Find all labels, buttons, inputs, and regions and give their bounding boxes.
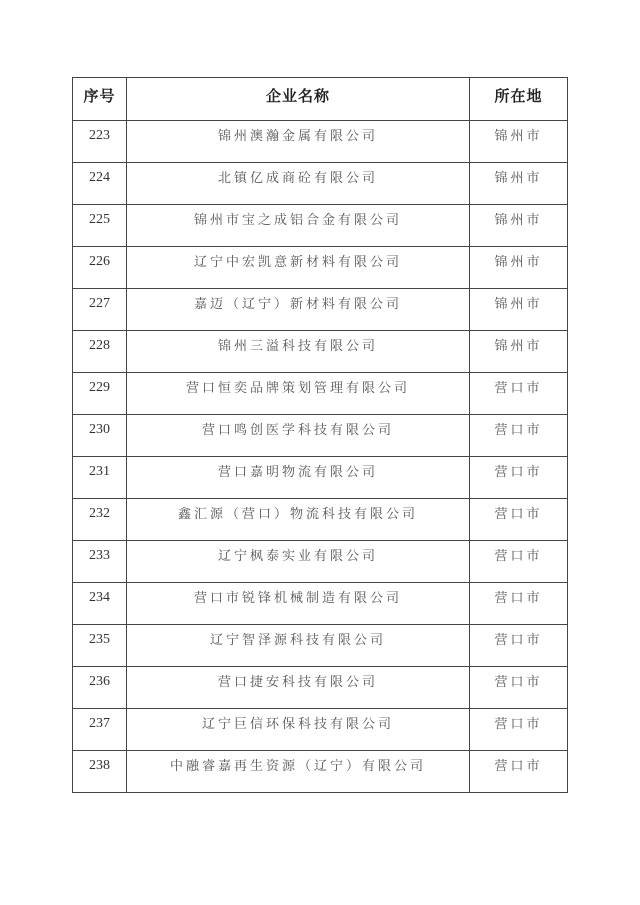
location: 营口市 [470, 667, 568, 709]
row-index: 232 [73, 499, 127, 541]
row-index: 233 [73, 541, 127, 583]
table-body [73, 121, 568, 793]
row-index: 227 [73, 289, 127, 331]
company-name: 营口捷安科技有限公司 [127, 667, 470, 709]
header-location: 所在地 [470, 78, 568, 121]
table-row [73, 751, 568, 793]
row-index: 234 [73, 583, 127, 625]
location: 营口市 [470, 709, 568, 751]
location: 锦州市 [470, 331, 568, 373]
company-name: 营口市锐锋机械制造有限公司 [127, 583, 470, 625]
table-row [73, 121, 568, 163]
table-row [73, 541, 568, 583]
company-name: 辽宁巨信环保科技有限公司 [127, 709, 470, 751]
row-index: 226 [73, 247, 127, 289]
row-index: 230 [73, 415, 127, 457]
table-row [73, 373, 568, 415]
row-index: 236 [73, 667, 127, 709]
row-index: 235 [73, 625, 127, 667]
company-name: 辽宁枫泰实业有限公司 [127, 541, 470, 583]
enterprise-table [72, 77, 568, 793]
company-name: 锦州市宝之成铝合金有限公司 [127, 205, 470, 247]
company-name: 中融睿嘉再生资源（辽宁）有限公司 [127, 751, 470, 793]
location: 锦州市 [470, 247, 568, 289]
company-name: 嘉迈（辽宁）新材料有限公司 [127, 289, 470, 331]
location: 营口市 [470, 625, 568, 667]
table-row [73, 667, 568, 709]
table-row [73, 331, 568, 373]
location: 营口市 [470, 751, 568, 793]
row-index: 225 [73, 205, 127, 247]
table-row [73, 625, 568, 667]
row-index: 224 [73, 163, 127, 205]
location: 锦州市 [470, 163, 568, 205]
company-name: 辽宁智泽源科技有限公司 [127, 625, 470, 667]
header-company-name: 企业名称 [127, 78, 470, 121]
table-row [73, 289, 568, 331]
row-index: 238 [73, 751, 127, 793]
table-header-row [73, 78, 568, 121]
location: 营口市 [470, 499, 568, 541]
company-name: 鑫汇源（营口）物流科技有限公司 [127, 499, 470, 541]
location: 营口市 [470, 541, 568, 583]
location: 锦州市 [470, 289, 568, 331]
row-index: 237 [73, 709, 127, 751]
table-row [73, 163, 568, 205]
location: 营口市 [470, 415, 568, 457]
row-index: 231 [73, 457, 127, 499]
company-name: 营口嘉明物流有限公司 [127, 457, 470, 499]
company-name: 锦州澳瀚金属有限公司 [127, 121, 470, 163]
table-row [73, 499, 568, 541]
row-index: 229 [73, 373, 127, 415]
location: 营口市 [470, 457, 568, 499]
table-row [73, 457, 568, 499]
table-row [73, 205, 568, 247]
location: 营口市 [470, 583, 568, 625]
location: 锦州市 [470, 205, 568, 247]
row-index: 223 [73, 121, 127, 163]
company-name: 辽宁中宏凯意新材料有限公司 [127, 247, 470, 289]
row-index: 228 [73, 331, 127, 373]
table-row [73, 415, 568, 457]
company-name: 营口鸣创医学科技有限公司 [127, 415, 470, 457]
location: 锦州市 [470, 121, 568, 163]
header-index: 序号 [73, 78, 127, 121]
company-name: 营口恒奕品牌策划管理有限公司 [127, 373, 470, 415]
company-name: 北镇亿成商砼有限公司 [127, 163, 470, 205]
table-row [73, 583, 568, 625]
location: 营口市 [470, 373, 568, 415]
table-row [73, 247, 568, 289]
company-name: 锦州三溢科技有限公司 [127, 331, 470, 373]
table-row [73, 709, 568, 751]
